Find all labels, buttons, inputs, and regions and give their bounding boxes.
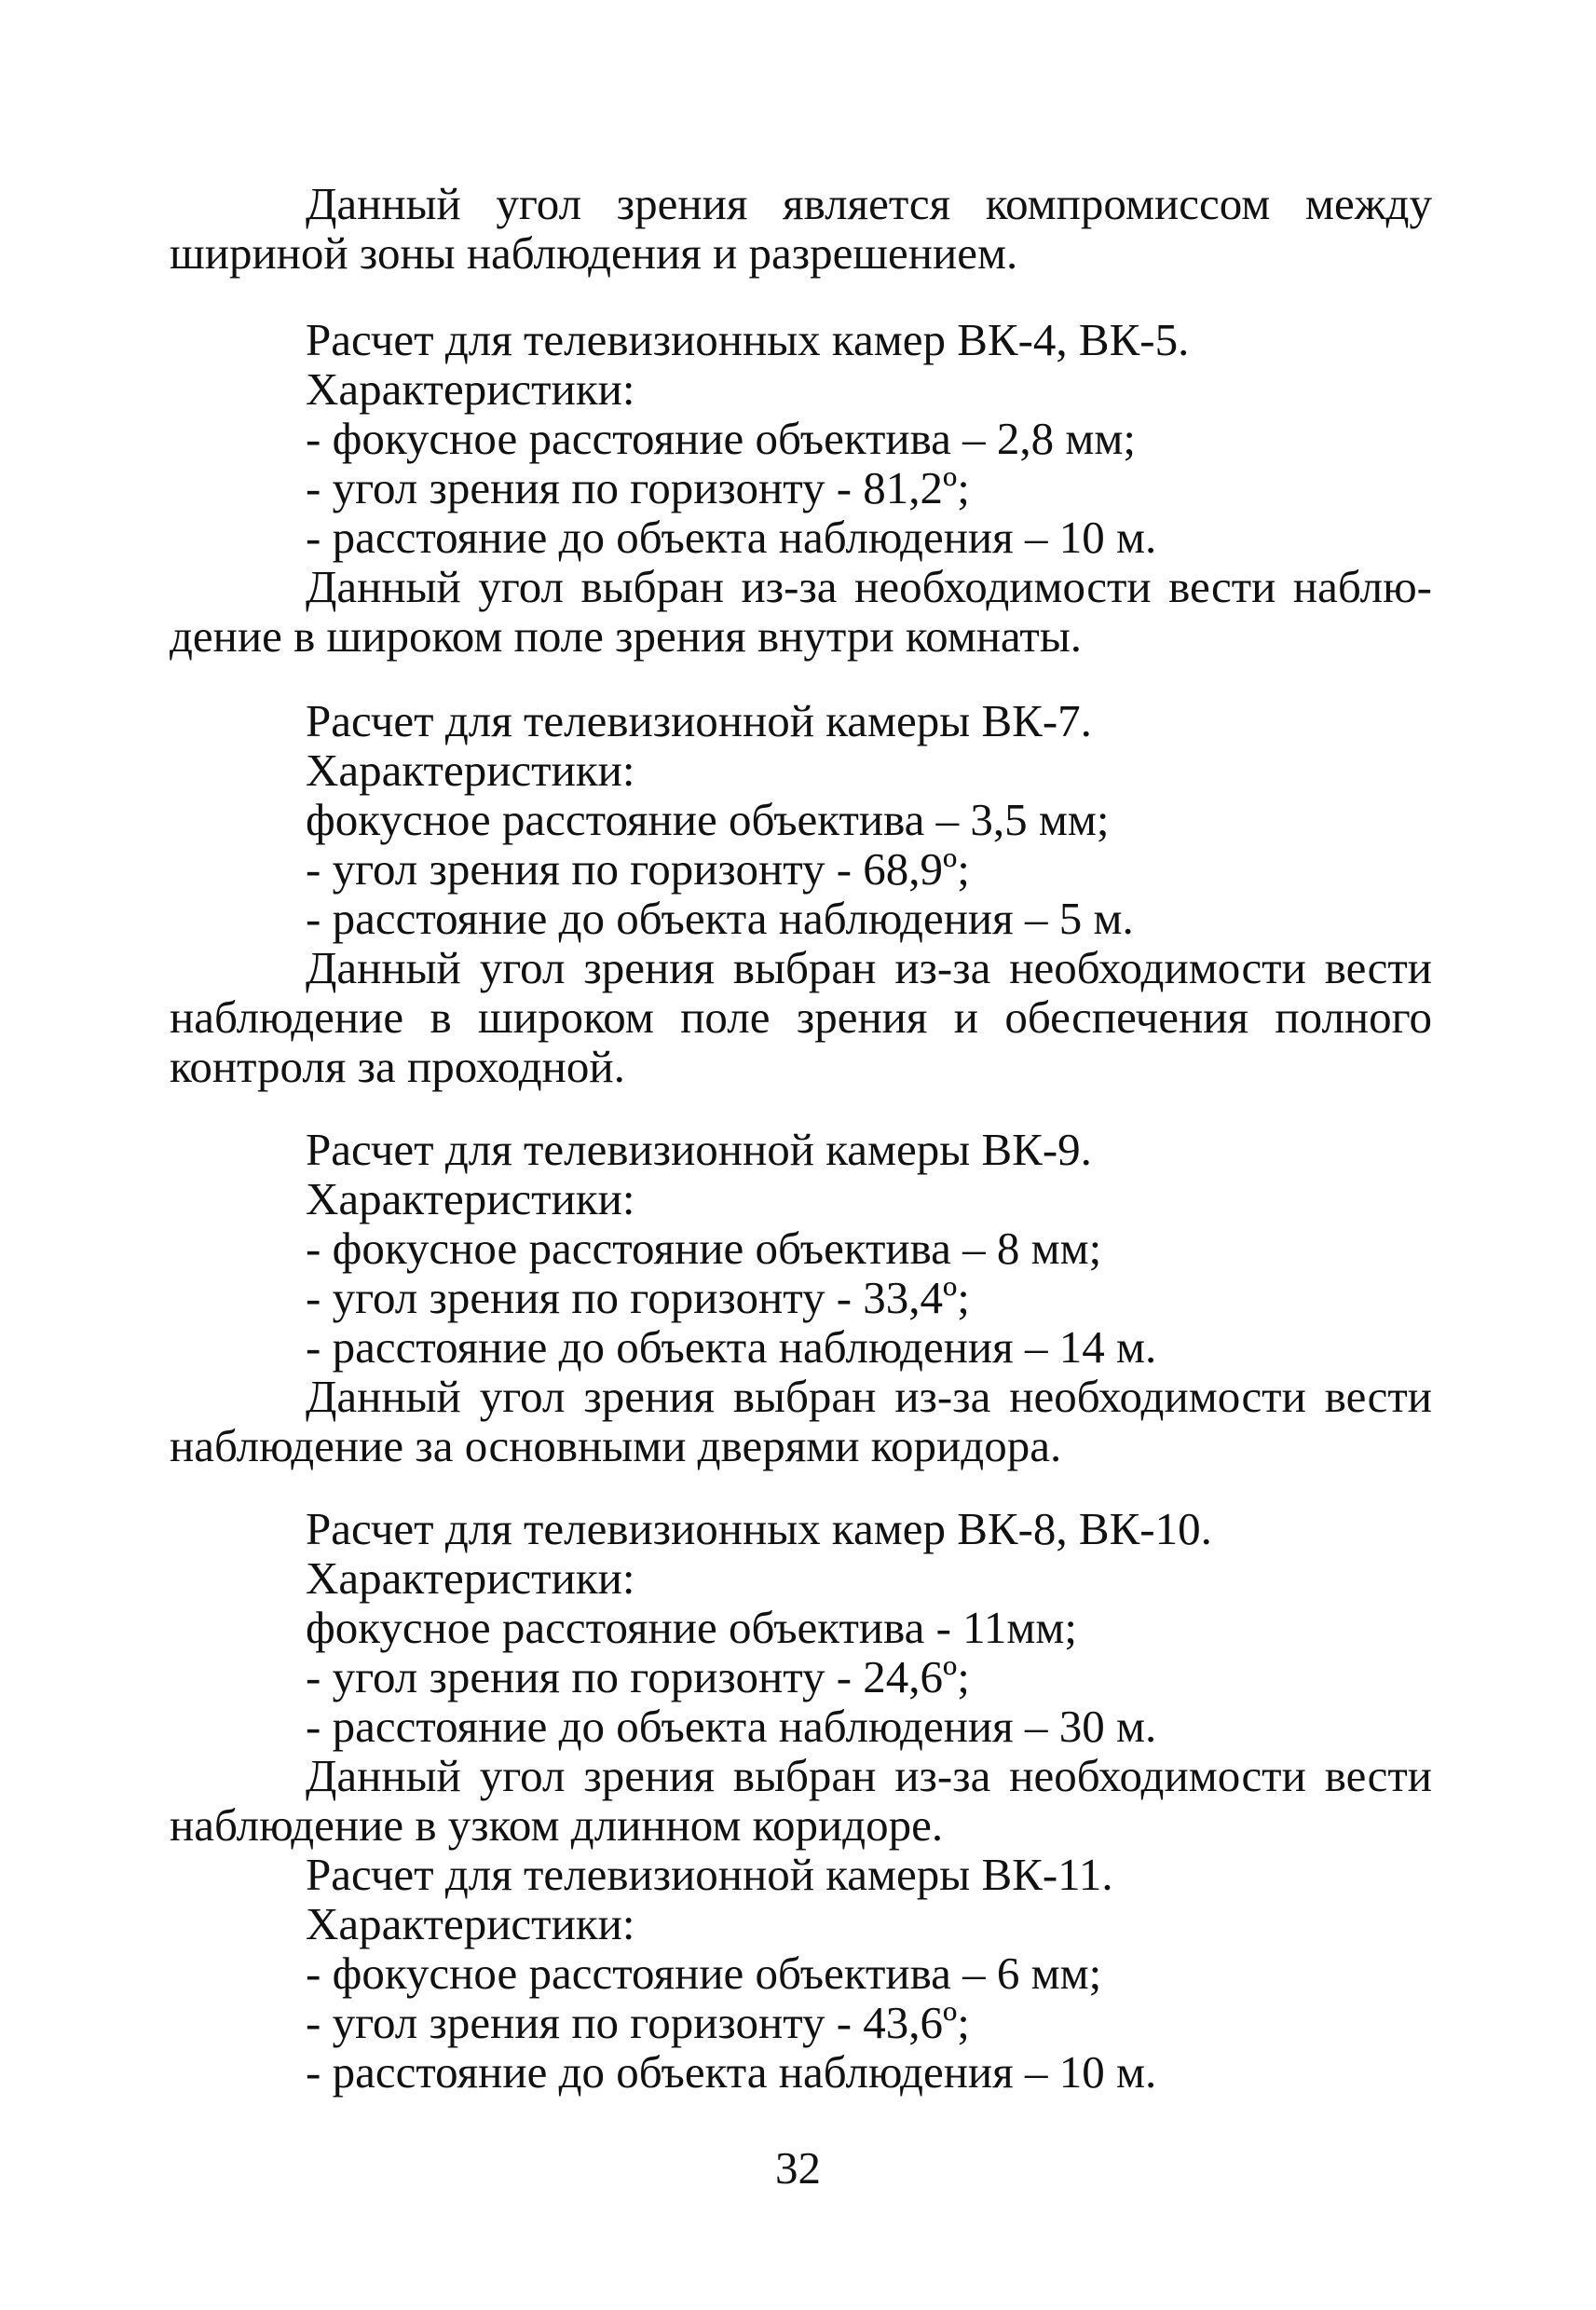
list-item: - расстояние до объекта наблюдения – 30 м.	[306, 1701, 1157, 1752]
text-line: Характеристики:	[306, 745, 635, 796]
text-line: Данный угол зрения выбран из-за необходимости вести	[306, 1371, 1432, 1422]
list-item: - фокусное расстояние объектива – 8 мм;	[306, 1223, 1102, 1274]
text-line: Характеристики:	[306, 1173, 635, 1224]
list-item: - фокусное расстояние объектива – 2,8 мм;	[306, 413, 1137, 464]
text-line: шириной зоны наблюдения и разрешением.	[170, 227, 1018, 279]
list-item: - расстояние до объекта наблюдения – 14 м.	[306, 1321, 1157, 1373]
text-line: Данный угол зрения выбран из-за необходимости вести	[306, 1750, 1432, 1801]
text-line: наблюдение в узком длинном коридоре.	[170, 1799, 944, 1851]
section-heading: Расчет для телевизионных камер ВК-4, ВК-5.	[306, 314, 1190, 365]
text-line: Данный угол зрения является компромиссом между	[306, 178, 1432, 229]
section-heading: Расчет для телевизионной камеры ВК-11.	[306, 1849, 1113, 1900]
list-item: - фокусное расстояние объектива – 6 мм;	[306, 1948, 1102, 1999]
text-line: наблюдение за основными дверями коридора.	[170, 1420, 1062, 1471]
text-line: наблюдение в широком поле зрения и обеспечения полного	[170, 991, 1432, 1043]
list-item: - угол зрения по горизонту - 33,4º;	[306, 1272, 970, 1323]
list-item: - расстояние до объекта наблюдения – 10 м.	[306, 512, 1157, 563]
text-line: контроля за проходной.	[170, 1041, 625, 1092]
text-line: дение в широком поле зрения внутри комнаты.	[170, 610, 1082, 662]
list-item: фокусное расстояние объектива - 11мм;	[306, 1602, 1077, 1653]
text-line: Данный угол выбран из-за необходимости вести наблю-	[306, 561, 1432, 612]
list-item: - угол зрения по горизонту - 68,9º;	[306, 843, 970, 895]
list-item: фокусное расстояние объектива – 3,5 мм;	[306, 794, 1110, 845]
section-heading: Расчет для телевизионной камеры ВК-9.	[306, 1124, 1092, 1175]
page-number: 32	[775, 2142, 821, 2194]
text-line: Характеристики:	[306, 1898, 635, 1949]
text-line: Характеристики:	[306, 363, 635, 415]
list-item: - угол зрения по горизонту - 43,6º;	[306, 1997, 970, 2048]
section-heading: Расчет для телевизионной камеры ВК-7.	[306, 695, 1092, 746]
text-line: Характеристики:	[306, 1552, 635, 1604]
list-item: - угол зрения по горизонту - 81,2º;	[306, 462, 970, 513]
list-item: - расстояние до объекта наблюдения – 10 м.	[306, 2046, 1157, 2098]
list-item: - расстояние до объекта наблюдения – 5 м.	[306, 893, 1134, 944]
section-heading: Расчет для телевизионных камер ВК-8, ВК-10.	[306, 1503, 1212, 1554]
list-item: - угол зрения по горизонту - 24,6º;	[306, 1651, 970, 1702]
text-line: Данный угол зрения выбран из-за необходимости вести	[306, 942, 1432, 993]
